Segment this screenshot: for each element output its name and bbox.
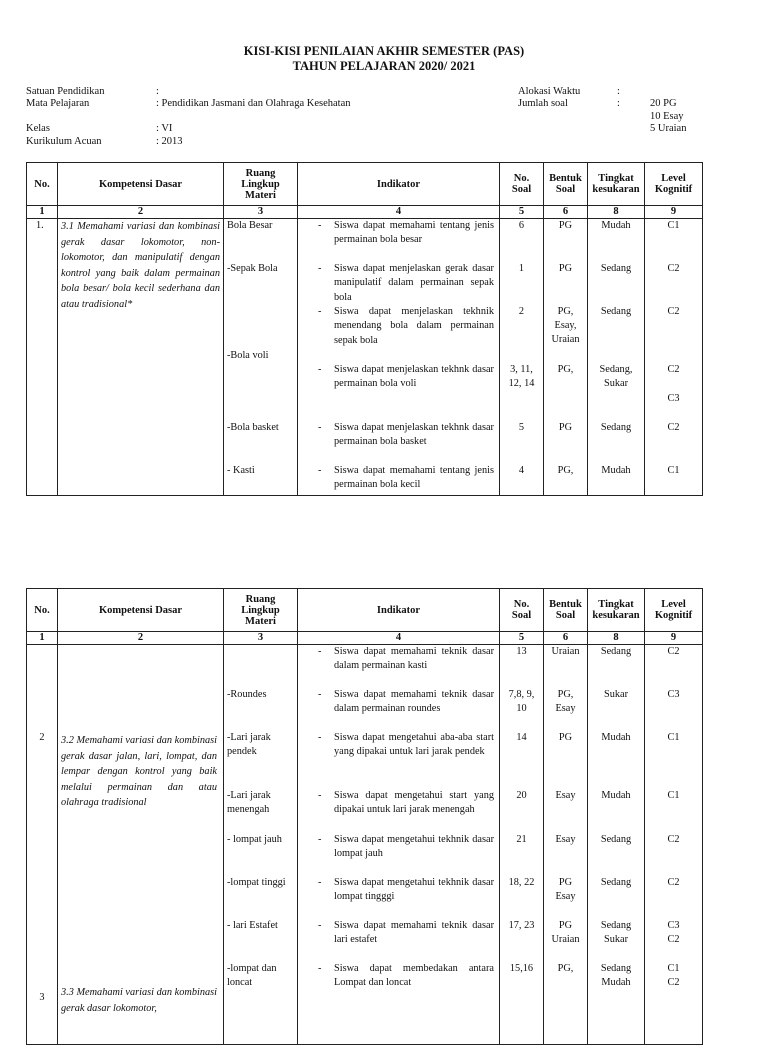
kelas-label: Kelas [26, 123, 50, 134]
row-no: 2 3 [27, 645, 58, 1045]
rlm-item: loncat [227, 977, 253, 988]
kompetensi-dasar: 3.1 Memahami variasi dan kombinasi gerak dasar lokomotor, non- lokomotor, dan manipulatif dengan kontrol yang baik dalam permainan bola besar/ bola kecil sederhana dan atau tradisional* [61, 221, 220, 310]
rlm-item: -lompat tinggi [227, 877, 286, 888]
colnum: 4 [298, 632, 500, 645]
indikator-item: Siswa dapat menjelaskan tekhnik menendang bola dalam permainan sepak bola [334, 306, 494, 346]
header-bentuk: Bentuk Soal [544, 589, 588, 632]
jumlah-essay: 10 Esay [650, 111, 684, 122]
table-row [27, 219, 703, 496]
colnum: 6 [544, 632, 588, 645]
colnum: 8 [588, 632, 645, 645]
indikator-cell: - Siswa dapat memahami teknik dasar dalam permainan kasti - Siswa dapat memahami teknik dasar dalam permainan roundes - Siswa dapat mengetahui aba-aba start yang dipakai untuk lari jarak pendek - Siswa dapat mengetahui start yang dipakai untuk lari jarak menengah - Siswa dapat mengetahui tekhnik dasar lompat jauh - Siswa dapat mengetahui tekhnik dasar lompat tingggi - Siswa dapat memahami teknik dasar lari estafet - Siswa dapat membedakan antara Lompat dan loncat [298, 645, 500, 1045]
colnum: 2 [58, 206, 224, 219]
colnum: 3 [224, 632, 298, 645]
tingkat-cell: Mudah Sedang Sedang Sedang, Sukar Sedang Mudah [588, 219, 645, 496]
nosoal-cell: 13 7,8, 9, 10 14 20 21 18, 22 17, 23 15,16 [500, 645, 544, 1045]
indikator-item: Siswa dapat membedakan antara Lompat dan loncat [334, 963, 494, 989]
colnum: 1 [27, 632, 58, 645]
indikator-item: Siswa dapat memahami tentang jenis permainan bola kecil [334, 465, 494, 491]
row-no: 1. [27, 219, 58, 496]
jumlah-pg: 20 PG [650, 98, 677, 109]
header-tingkat: Tingkat kesukaran [588, 163, 645, 206]
tingkat-cell: Sedang Sukar Mudah Mudah Sedang Sedang Sedang Sukar Sedang Mudah [588, 645, 645, 1045]
indikator-item: Siswa dapat mengetahui tekhnik dasar lompat tingggi [334, 877, 494, 903]
header-level: Level Kognitif [645, 163, 703, 206]
kisi-table-1 [26, 162, 703, 496]
colnum: 9 [645, 632, 703, 645]
alokasi-value: : [617, 86, 620, 97]
mapel-value: : Pendidikan Jasmani dan Olahraga Kesehatan [156, 98, 351, 109]
rlm-item: pendek [227, 746, 257, 757]
kisi-table-2 [26, 588, 703, 1045]
rlm-item: -Bola voli [227, 350, 269, 361]
indikator-item: Siswa dapat menjelaskan tekhnk dasar permainan bola basket [334, 422, 494, 448]
indikator-item: Siswa dapat mengetahui start yang dipakai untuk lari jarak menengah [334, 790, 494, 816]
rlm-item: - lompat jauh [227, 834, 282, 845]
document-subtitle: TAHUN PELAJARAN 2020/ 2021 [292, 59, 476, 73]
alokasi-label: Alokasi Waktu [518, 86, 581, 97]
header-tingkat: Tingkat kesukaran [588, 589, 645, 632]
header-indikator: Indikator [298, 589, 500, 632]
colnum: 9 [645, 206, 703, 219]
rlm-item: - lari Estafet [227, 920, 278, 931]
nosoal-cell: 6 1 2 3, 11, 12, 14 5 4 [500, 219, 544, 496]
jumlah-uraian: 5 Uraian [650, 123, 687, 134]
kompetensi-dasar: 3.2 Memahami variasi dan kombinasi gerak dasar jalan, lari, lompat, dan lempar dengan kontrol yang baik melalui permainan dan atau olahraga tradisional [61, 735, 217, 809]
header-level: Level Kognitif [645, 589, 703, 632]
rlm-item: -Roundes [227, 689, 267, 700]
colnum: 3 [224, 206, 298, 219]
indikator-item: Siswa dapat memahami teknik dasar lari estafet [334, 920, 494, 946]
header-nosoal: No. Soal [500, 589, 544, 632]
level-cell: C1 C2 C2 C2 C3 C2 C1 [645, 219, 703, 496]
kompetensi-dasar-cell [58, 219, 224, 496]
colnum: 1 [27, 206, 58, 219]
header-kd: Kompetensi Dasar [58, 163, 224, 206]
level-cell: C2 C3 C1 C1 C2 C2 C3 C2 C1 C2 [645, 645, 703, 1045]
indikator-cell: - Siswa dapat memahami tentang jenis permainan bola besar - Siswa dapat menjelaskan gerak dasar manipulatif dalam permainan sepak bola - Siswa dapat menjelaskan tekhnik menendang bola dalam permainan sepak bola - Siswa dapat menjelaskan tekhnk dasar permainan bola voli - Siswa dapat menjelaskan tekhnk dasar permainan bola basket - Siswa dapat memahami tentang jenis permainan bola kecil [298, 219, 500, 496]
colnum: 4 [298, 206, 500, 219]
header-rlm: Ruang Lingkup Materi [224, 589, 298, 632]
rlm-cell [224, 219, 298, 496]
header-row [27, 163, 703, 206]
jumlah-colon: : [617, 98, 620, 109]
rlm-item: - Kasti [227, 465, 255, 476]
indikator-item: Siswa dapat memahami teknik dasar dalam permainan kasti [334, 646, 494, 672]
rlm-item: -Sepak Bola [227, 263, 278, 274]
header-no: No. [27, 163, 58, 206]
colnum: 6 [544, 206, 588, 219]
indikator-item: Siswa dapat mengetahui tekhnik dasar lompat jauh [334, 834, 494, 860]
rlm-item: -Lari jarak [227, 790, 271, 801]
header-indikator: Indikator [298, 163, 500, 206]
colnum: 5 [500, 206, 544, 219]
column-number-row [27, 632, 703, 645]
kurikulum-label: Kurikulum Acuan [26, 136, 102, 147]
indikator-item: Siswa dapat memahami tentang jenis permainan bola besar [334, 220, 494, 246]
indikator-item: Siswa dapat menjelaskan tekhnk dasar permainan bola voli [334, 364, 494, 390]
colnum: 2 [58, 632, 224, 645]
kurikulum-value: : 2013 [156, 136, 183, 147]
indikator-item: Siswa dapat mengetahui aba-aba start yang dipakai untuk lari jarak pendek [334, 732, 494, 758]
header-kd: Kompetensi Dasar [58, 589, 224, 632]
rlm-cell [224, 645, 298, 1045]
rlm-item: -lompat dan [227, 963, 277, 974]
kompetensi-dasar: 3.3 Memahami variasi dan kombinasi gerak dasar lokomotor, [61, 987, 217, 1014]
document-title: KISI-KISI PENILAIAN AKHIR SEMESTER (PAS) [243, 44, 525, 58]
header-rlm: Ruang Lingkup Materi [224, 163, 298, 206]
rlm-item: Bola Besar [227, 220, 273, 231]
table-row [27, 645, 703, 1045]
jumlah-label: Jumlah soal [518, 98, 568, 109]
indikator-item: Siswa dapat menjelaskan gerak dasar manipulatif dalam permainan sepak bola [334, 263, 494, 303]
satuan-value: : [156, 86, 159, 97]
header-no: No. [27, 589, 58, 632]
header-bentuk: Bentuk Soal [544, 163, 588, 206]
satuan-label: Satuan Pendidikan [26, 86, 105, 97]
rlm-item: -Lari jarak [227, 732, 271, 743]
colnum: 5 [500, 632, 544, 645]
mapel-label: Mata Pelajaran [26, 98, 90, 109]
colnum: 8 [588, 206, 645, 219]
kompetensi-dasar-cell [58, 645, 224, 1045]
bentuk-cell: Uraian PG, Esay PG Esay Esay PG Esay PG Uraian PG, [544, 645, 588, 1045]
indikator-item: Siswa dapat memahami teknik dasar dalam permainan roundes [334, 689, 494, 715]
kelas-value: : VI [156, 123, 173, 134]
bentuk-cell: PG PG PG, Esay, Uraian PG, PG PG, [544, 219, 588, 496]
header-row [27, 589, 703, 632]
column-number-row [27, 206, 703, 219]
header-nosoal: No. Soal [500, 163, 544, 206]
rlm-item: -Bola basket [227, 422, 279, 433]
rlm-item: menengah [227, 804, 270, 815]
